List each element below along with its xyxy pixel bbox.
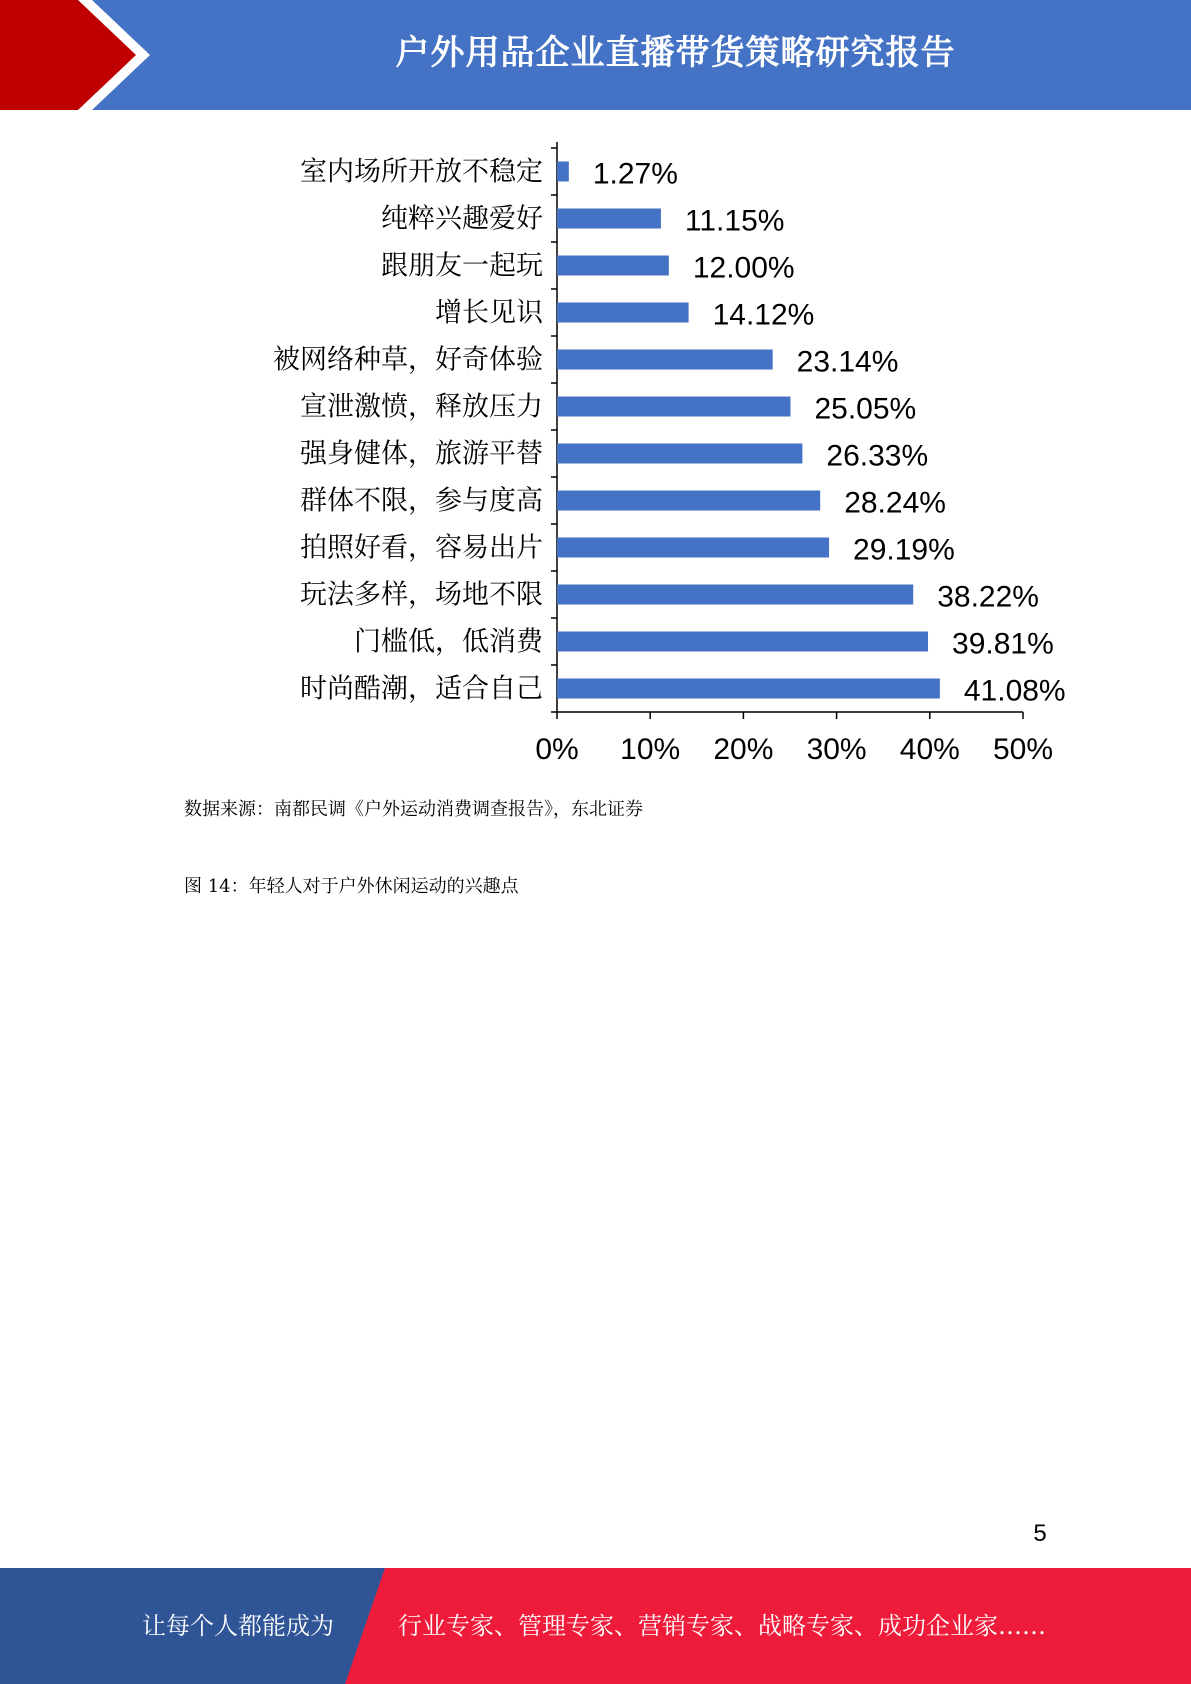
x-tick-label: 0%	[535, 733, 579, 766]
page-header	[0, 0, 1191, 110]
data-label: 41.08%	[963, 674, 1066, 708]
figure-caption: 图 14：年轻人对于户外休闲运动的兴趣点	[184, 876, 519, 897]
bar	[557, 679, 940, 699]
bar	[557, 303, 689, 323]
bar	[557, 256, 669, 276]
data-label: 38.22%	[937, 580, 1039, 614]
category-label: 跟朋友一起玩	[381, 250, 543, 282]
x-tick-label: 40%	[899, 733, 960, 766]
category-label: 强身健体，旅游平替	[300, 438, 543, 470]
category-label: 纯粹兴趣爱好	[381, 203, 543, 235]
footer-slogan-right: 行业专家、管理专家、营销专家、战略专家、成功企业家……	[398, 1612, 1046, 1640]
footer-slogan-left: 让每个人都能成为	[142, 1612, 334, 1640]
data-label: 11.15%	[684, 204, 785, 238]
bar	[557, 397, 790, 417]
bar	[557, 491, 820, 511]
data-label: 23.14%	[796, 345, 899, 379]
category-label: 时尚酷潮，适合自己	[300, 673, 543, 705]
data-label: 14.12%	[712, 298, 815, 332]
data-label: 26.33%	[826, 439, 929, 473]
page-footer	[0, 1568, 1191, 1684]
category-label: 门槛低，低消费	[354, 626, 543, 658]
category-label: 宣泄激愤，释放压力	[300, 391, 543, 423]
data-label: 12.00%	[692, 251, 795, 285]
bar	[557, 585, 913, 605]
x-tick-label: 20%	[713, 733, 774, 766]
x-tick-label: 50%	[992, 733, 1054, 766]
bar	[557, 632, 928, 652]
data-label: 28.24%	[844, 486, 946, 520]
bar	[557, 209, 661, 229]
bar	[557, 444, 802, 464]
x-tick-label: 10%	[620, 733, 681, 766]
category-label: 群体不限，参与度高	[300, 485, 543, 517]
data-label: 29.19%	[853, 533, 955, 567]
page-number: 5	[1033, 1520, 1047, 1547]
bar	[557, 538, 829, 558]
bar-chart	[180, 138, 1100, 778]
category-label: 拍照好看，容易出片	[300, 532, 543, 564]
bar	[557, 350, 773, 370]
x-tick-label: 30%	[806, 733, 867, 766]
data-source: 数据来源：南都民调《户外运动消费调查报告》，东北证券	[184, 799, 643, 820]
data-label: 1.27%	[592, 157, 678, 191]
report-title: 户外用品企业直播带货策略研究报告	[395, 33, 956, 73]
category-label: 室内场所开放不稳定	[300, 156, 543, 188]
category-label: 被网络种草，好奇体验	[273, 344, 543, 376]
data-label: 25.05%	[814, 392, 917, 426]
category-label: 玩法多样，场地不限	[300, 579, 543, 611]
bar	[557, 162, 569, 182]
category-label: 增长见识	[435, 297, 543, 329]
header-arrow-decoration	[0, 0, 180, 110]
data-label: 39.81%	[952, 627, 1054, 661]
